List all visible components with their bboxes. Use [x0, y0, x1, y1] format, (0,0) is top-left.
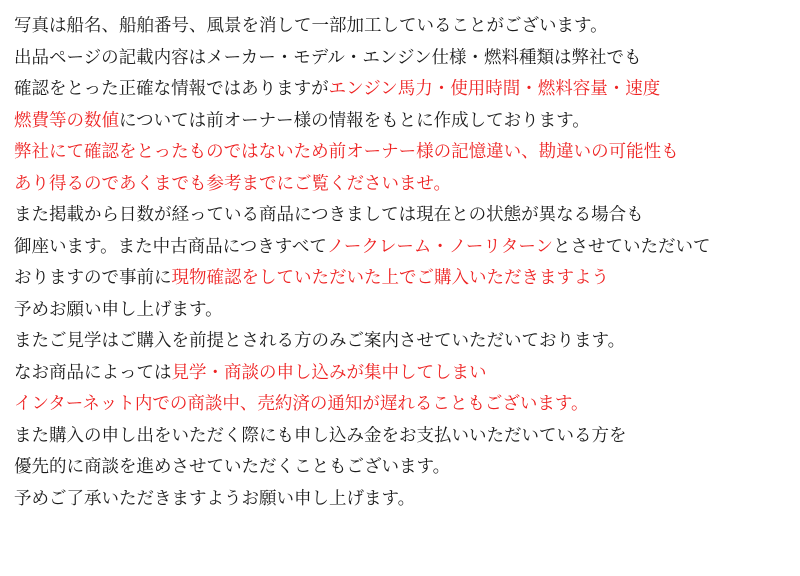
notice-line: [14, 262, 786, 294]
notice-line: [14, 168, 786, 200]
notice-text-emphasis: インターネット内での商談中、売約済の通知が遅れることもございます。: [14, 393, 589, 413]
notice-line: [14, 325, 786, 357]
notice-text-emphasis: 弊社にて確認をとったものではないため前オーナー様の記憶違い、勘違いの可能性も: [14, 141, 679, 161]
notice-text: 予めご了承いただきますようお願い申し上げます。: [14, 487, 416, 508]
notice-text-emphasis: あり得るのであくまでも参考までにご覧くださいませ。: [14, 172, 451, 193]
notice-line: [14, 388, 786, 420]
notice-text: とさせていただいて: [553, 235, 711, 256]
notice-line: [14, 136, 786, 168]
notice-text: 優先的に商談を進めさせていただくこともございます。: [14, 456, 451, 476]
notice-text: 確認をとった正確な情報ではありますが: [14, 78, 329, 98]
notice-text: 出品ページの記載内容はメーカー・モデル・エンジン仕様・燃料種類は弊社でも: [14, 46, 642, 67]
notice-text-emphasis: ノークレーム・ノーリターン: [326, 235, 554, 256]
notice-line: [14, 357, 786, 389]
notice-line: [14, 10, 786, 42]
notice-line: [14, 451, 786, 483]
notice-text-emphasis: 現物確認をしていただいた上でご購入いただきますよう: [171, 267, 609, 287]
notice-text: おりますので事前に: [14, 267, 172, 287]
notice-line: [14, 231, 786, 263]
notice-text-emphasis: 見学・商談の申し込みが集中してしまい: [171, 361, 487, 382]
notice-line: [14, 420, 786, 452]
notice-text: については前オーナー様の情報をもとに作成しております。: [119, 109, 590, 130]
notice-line: [14, 199, 786, 231]
notice-line: [14, 105, 786, 137]
notice-line: [14, 483, 786, 515]
notice-line: [14, 73, 786, 105]
notice-text: なお商品によっては: [14, 361, 172, 382]
notice-text: 御座います。また中古商品につきすべて: [14, 235, 327, 256]
notice-text: またご見学はご購入を前提とされる方のみご案内させていただいております。: [14, 330, 626, 350]
notice-text-emphasis: エンジン馬力・使用時間・燃料容量・速度: [328, 78, 661, 98]
notice-text: また掲載から日数が経っている商品につきましては現在との状態が異なる場合も: [14, 204, 644, 224]
notice-text: 写真は船名、船舶番号、風景を消して一部加工していることがございます。: [14, 15, 608, 35]
notice-line: [14, 294, 786, 326]
notice-text-emphasis: 燃費等の数値: [14, 109, 119, 130]
notice-text: また購入の申し出をいただく際にも申し込み金をお支払いいただいている方を: [14, 424, 627, 445]
notice-text: 予めお願い申し上げます。: [14, 298, 223, 319]
notice-line: [14, 42, 786, 74]
